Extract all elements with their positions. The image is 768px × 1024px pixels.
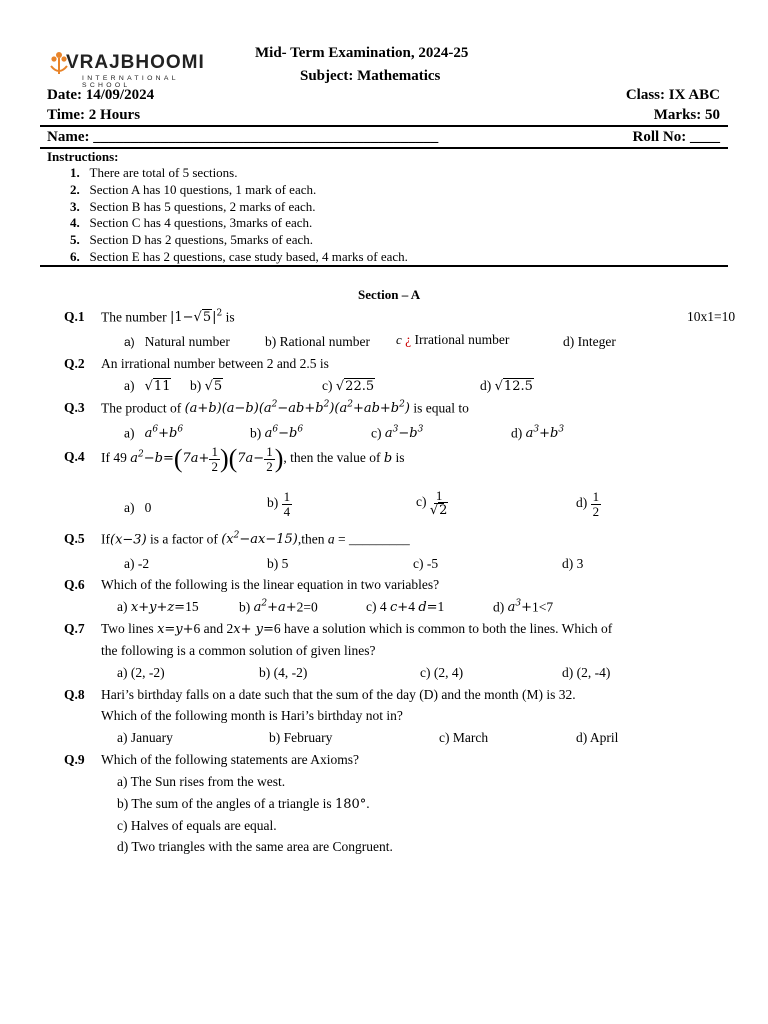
question-number: Q.9 <box>64 752 85 767</box>
option-c: c) $a^3-b^3$ <box>371 425 424 442</box>
option-b: b) Rational number <box>265 334 370 349</box>
option-a: a) -2 <box>124 556 150 571</box>
option-a: a) x+y+z=15 <box>117 599 199 615</box>
subject-title: Subject: Mathematics <box>300 68 441 84</box>
option-d: d) Two triangles with the same area are Congruent. <box>117 839 393 854</box>
option-a: a) √ 11 <box>124 378 171 394</box>
option-b: b) √ 5 <box>190 378 223 394</box>
question-number: Q.2 <box>64 356 85 371</box>
question-text: Which of the following statements are Axioms? <box>101 752 359 767</box>
option-c: c) (2, 4) <box>420 665 464 680</box>
question-text: The number |1−√ $5|^2$ is <box>101 309 235 325</box>
option-b: b) $a^2+a+2=0$ <box>239 599 318 616</box>
question-text: If 49 $a^2-b=(7a+$ $\frac{1}{2}$ )(7a− $\frac{1}{2}$ ), then the value of b is <box>101 443 405 474</box>
option-a: a) The Sun rises from the west. <box>117 774 286 789</box>
option-a: a) January <box>117 730 173 745</box>
exam-title: Mid- Term Examination, 2024-25 <box>255 45 469 61</box>
exam-date: Date: 14/09/2024 <box>47 87 155 103</box>
option-d: d) $a^3+1<7$ <box>493 599 554 616</box>
question-number: Q.5 <box>64 531 85 546</box>
option-b: b) $a^6-b^6$ <box>250 425 304 442</box>
option-c: c) 1 √ 2 <box>416 489 448 517</box>
option-a: a) Natural number <box>124 334 230 349</box>
question-number: Q.4 <box>64 449 85 464</box>
option-c: c) March <box>439 730 489 745</box>
list-item: 1. There are total of 5 sections. <box>70 165 238 180</box>
divider <box>40 147 728 149</box>
question-text: Hari’s birthday falls on a date such that the sum of the day (D) and the month (M) is 32. <box>101 687 576 702</box>
divider <box>40 125 728 127</box>
question-number: Q.8 <box>64 687 85 702</box>
option-d: d) (2, -4) <box>562 665 611 680</box>
option-b: b) $\frac{1}{4}$ <box>267 489 291 519</box>
option-c: c) √ 22.5 <box>322 378 375 394</box>
option-d: d) $a^3+b^3$ <box>511 425 565 442</box>
question-number: Q.6 <box>64 577 85 592</box>
option-a: a) (2, -2) <box>117 665 165 680</box>
list-item: 6. Section E has 2 questions, case study based, 4 marks of each. <box>70 248 408 264</box>
option-b: b) February <box>269 730 333 745</box>
option-c: c ¿ Irrational number <box>396 332 510 347</box>
option-b: b) (4, -2) <box>259 665 308 680</box>
question-text: Two lines x=y+6 and 2x+ y=6 have a solution which is common to both the lines. Which of <box>101 621 613 637</box>
question-text: If(x−3) is a factor of $(x^2-ax-15),then$ a = _________ <box>101 531 410 548</box>
option-a: a) 0 <box>124 500 152 515</box>
divider <box>40 265 728 267</box>
question-text: An irrational number between 2 and 2.5 is <box>101 356 329 371</box>
option-d: d) Integer <box>563 334 616 349</box>
school-name: VRAJBHOOMI <box>66 52 205 73</box>
option-b: b) 5 <box>267 556 289 571</box>
list-item: 4. Section C has 4 questions, 3marks of each. <box>70 215 313 231</box>
option-c: c) 4 c+4 d=1 <box>366 599 445 615</box>
class-label: Class: IX ABC <box>625 87 720 103</box>
question-number: Q.7 <box>64 621 85 636</box>
option-d: d) April <box>576 730 619 745</box>
instructions-list <box>70 165 408 266</box>
option-d: d) √ 12.5 <box>480 378 534 394</box>
question-text: Which of the following month is Hari’s birthday not in? <box>101 708 403 723</box>
option-c: c) Halves of equals are equal. <box>117 818 277 833</box>
option-c: c) -5 <box>413 556 439 571</box>
question-text: The product of $(a+b)(a-b)(a^2-ab+b^2)(a^2+ab+b^2)$ is equal to <box>101 400 469 417</box>
option-a: a) $a^6+b^6$ <box>124 425 184 442</box>
list-item: 3. Section B has 5 questions, 2 marks of each. <box>70 198 316 214</box>
total-marks: Marks: 50 <box>653 107 720 123</box>
list-item: 5. Section D has 2 questions, 5marks of each. <box>70 232 313 248</box>
school-logo <box>44 50 230 90</box>
roll-number-field: Roll No: ____ <box>632 129 720 145</box>
option-b: b) The sum of the angles of a triangle is 180°. <box>117 796 370 812</box>
section-title: Section – A <box>358 287 421 302</box>
student-name-field: Name: ______________________________________________ <box>47 129 439 145</box>
school-subtitle: INTERNATIONAL SCHOOL <box>82 75 179 89</box>
question-text: Which of the following is the linear equation in two variables? <box>101 577 440 592</box>
question-text: the following is a common solution of given lines? <box>101 643 376 658</box>
section-marks: 10x1=10 <box>687 309 736 324</box>
list-item: 2. Section A has 10 questions, 1 mark of each. <box>70 181 317 197</box>
option-d: d) $\frac{1}{2}$ <box>576 489 600 519</box>
question-number: Q.1 <box>64 309 85 324</box>
option-d: d) 3 <box>562 556 584 571</box>
instructions-title: Instructions: <box>47 149 119 164</box>
question-number: Q.3 <box>64 400 85 415</box>
exam-time: Time: 2 Hours <box>47 107 141 123</box>
